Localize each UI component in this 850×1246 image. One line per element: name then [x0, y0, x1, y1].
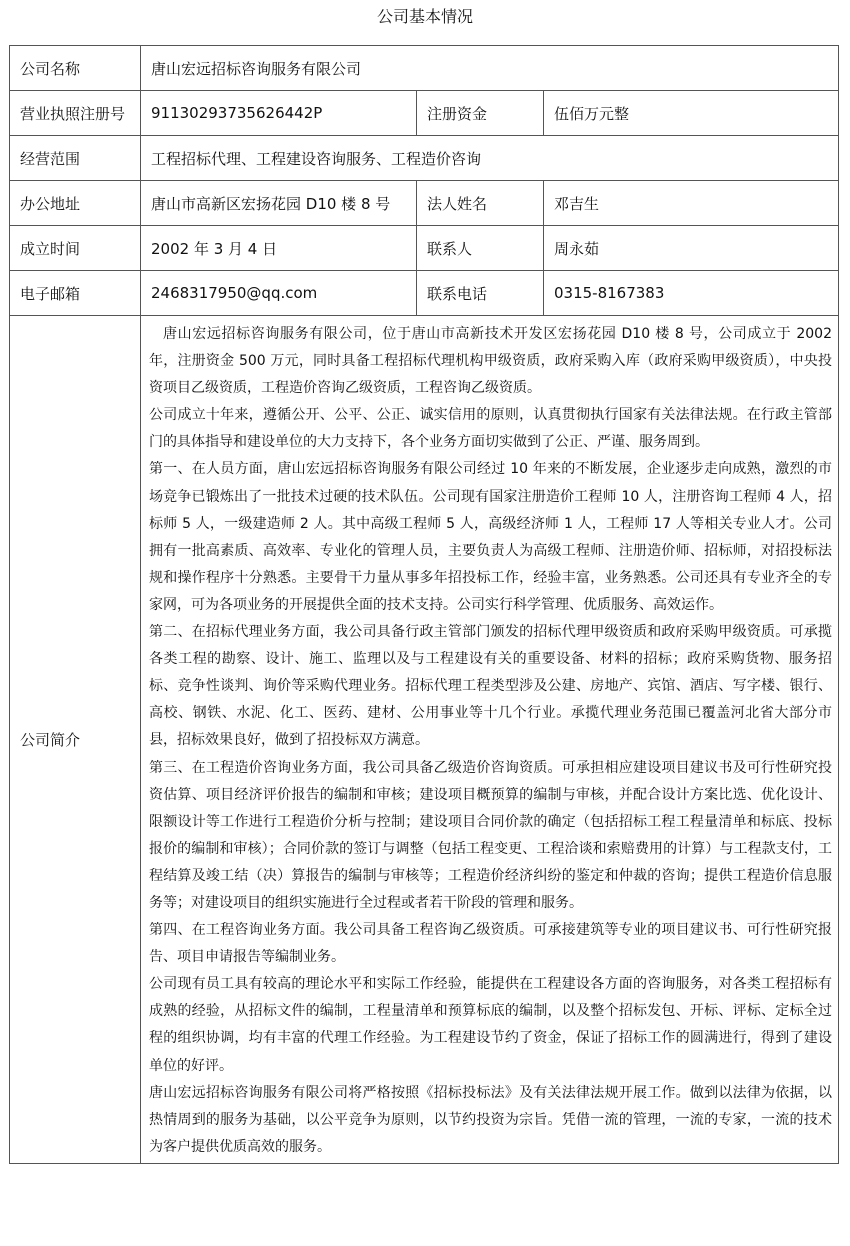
- email-value: 2468317950@qq.com: [141, 271, 417, 316]
- intro-paragraph: 第二、在招标代理业务方面，我公司具备行政主管部门颁发的招标代理甲级资质和政府采购甲级资质。可承揽各类工程的勘察、设计、施工、监理以及与工程建设有关的重要设备、材料的招标；政府采购货物、服务招标、竞争性谈判、询价等采购代理业务。招标代理工程类型涉及公建、房地产、宾馆、酒店、写字楼、银行、高校、钢铁、水泥、化工、医药、建材、公用事业等十几个行业。承揽代理业务范围已覆盖河北省大部分市县，招标效果良好，做到了招投标双方满意。: [149, 624, 832, 749]
- email-label: 电子邮箱: [10, 271, 141, 316]
- intro-paragraph: 唐山宏远招标咨询服务有限公司将严格按照《招标投标法》及有关法律法规开展工作。做到以法律为依据，以热情周到的服务为基础，以公平竞争为原则，以节约投资为宗旨。凭借一流的管理，一流的专家，一流的技术为客户提供优质高效的服务。: [149, 1084, 832, 1155]
- founded-value: 2002 年 3 月 4 日: [141, 226, 417, 271]
- table-row: [10, 226, 839, 271]
- intro-paragraph: 第三、在工程造价咨询业务方面，我公司具备乙级造价咨询资质。可承担相应建设项目建议书及可行性研究投资估算、项目经济评价报告的编制和审核；建设项目概预算的编制与审核，并配合设计方案比选、优化设计、限额设计等工作进行工程造价分析与控制；建设项目合同价款的确定（包括招标工程工程量清单和标底、投标报价的编制和审核）；合同价款的签订与调整（包括工程变更、工程洽谈和索赔费用的计算）与工程款支付，工程结算及竣工结（决）算报告的编制与审核等；工程造价经济纠纷的鉴定和仲裁的咨询；提供工程造价信息服务等；对建设项目的组织实施进行全过程或者若干阶段的管理和服务。: [149, 759, 832, 911]
- intro-body: [141, 316, 839, 1164]
- phone-label: 联系电话: [417, 271, 544, 316]
- intro-label: 公司简介: [10, 316, 141, 1164]
- company-info-table: [9, 45, 839, 1164]
- capital-value: 伍佰万元整: [544, 91, 839, 136]
- intro-paragraph: 公司现有员工具有较高的理论水平和实际工作经验，能提供在工程建设各方面的咨询服务，对各类工程招标有成熟的经验，从招标文件的编制，工程量清单和预算标底的编制，以及整个招标发包、开标、评标、定标全过程的组织协调，均有丰富的代理工作经验。为工程建设节约了资金，保证了招标工作的圆满进行，得到了建设单位的好评。: [149, 976, 832, 1074]
- contact-value: 周永茹: [544, 226, 839, 271]
- table-row: [10, 46, 839, 91]
- contact-label: 联系人: [417, 226, 544, 271]
- legal-rep-label: 法人姓名: [417, 181, 544, 226]
- founded-label: 成立时间: [10, 226, 141, 271]
- legal-rep-value: 邓吉生: [544, 181, 839, 226]
- table-row: [10, 91, 839, 136]
- company-name-label: 公司名称: [10, 46, 141, 91]
- license-label: 营业执照注册号: [10, 91, 141, 136]
- scope-label: 经营范围: [10, 136, 141, 181]
- intro-paragraph: 唐山宏远招标咨询服务有限公司，位于唐山市高新技术开发区宏扬花园 D10 楼 8 号，公司成立于 2002 年，注册资金 500 万元，同时具备工程招标代理机构甲级资质，政府采购入库（政府采购甲级资质），中央投资项目乙级资质，工程造价咨询乙级资质，工程咨询乙级资质。: [149, 326, 832, 397]
- address-label: 办公地址: [10, 181, 141, 226]
- document-title: 公司基本情况: [376, 7, 473, 26]
- table-row: [10, 136, 839, 181]
- scope-value: 工程招标代理、工程建设咨询服务、工程造价咨询: [141, 136, 839, 181]
- capital-label: 注册资金: [417, 91, 544, 136]
- phone-value: 0315-8167383: [544, 271, 839, 316]
- intro-paragraph: 第四、在工程咨询业务方面。我公司具备工程咨询乙级资质。可承接建筑等专业的项目建议书、可行性研究报告、项目申请报告等编制业务。: [149, 922, 832, 966]
- address-value: 唐山市高新区宏扬花园 D10 楼 8 号: [141, 181, 417, 226]
- intro-paragraph: 公司成立十年来，遵循公开、公平、公正、诚实信用的原则，认真贯彻执行国家有关法律法规。在行政主管部门的具体指导和建设单位的大力支持下，各个业务方面切实做到了公正、严谨、服务周到。: [149, 407, 832, 451]
- company-name-value: 唐山宏远招标咨询服务有限公司: [141, 46, 839, 91]
- table-row: [10, 316, 839, 1164]
- table-row: [10, 181, 839, 226]
- license-value: 91130293735626442P: [141, 91, 417, 136]
- table-row: [10, 271, 839, 316]
- intro-paragraph: 第一、在人员方面，唐山宏远招标咨询服务有限公司经过 10 年来的不断发展，企业逐步走向成熟，激烈的市场竞争已锻炼出了一批技术过硬的技术队伍。公司现有国家注册造价工程师 10 人，注册咨询工程师 4 人，招标师 5 人，一级建造师 2 人。其中高级工程师 5 人，高级经济师 1 人，工程师 17 人等相关专业人才。公司拥有一批高素质、高效率、专业化的管理人员，主要负责人为高级工程师、注册造价师、招标师，对招投标法规和操作程序十分熟悉。主要骨干力量从事多年招投标工作，经验丰富，业务熟悉。公司还具有专业齐全的专家网，可为各项业务的开展提供全面的技术支持。公司实行科学管理、优质服务、高效运作。: [149, 461, 832, 613]
